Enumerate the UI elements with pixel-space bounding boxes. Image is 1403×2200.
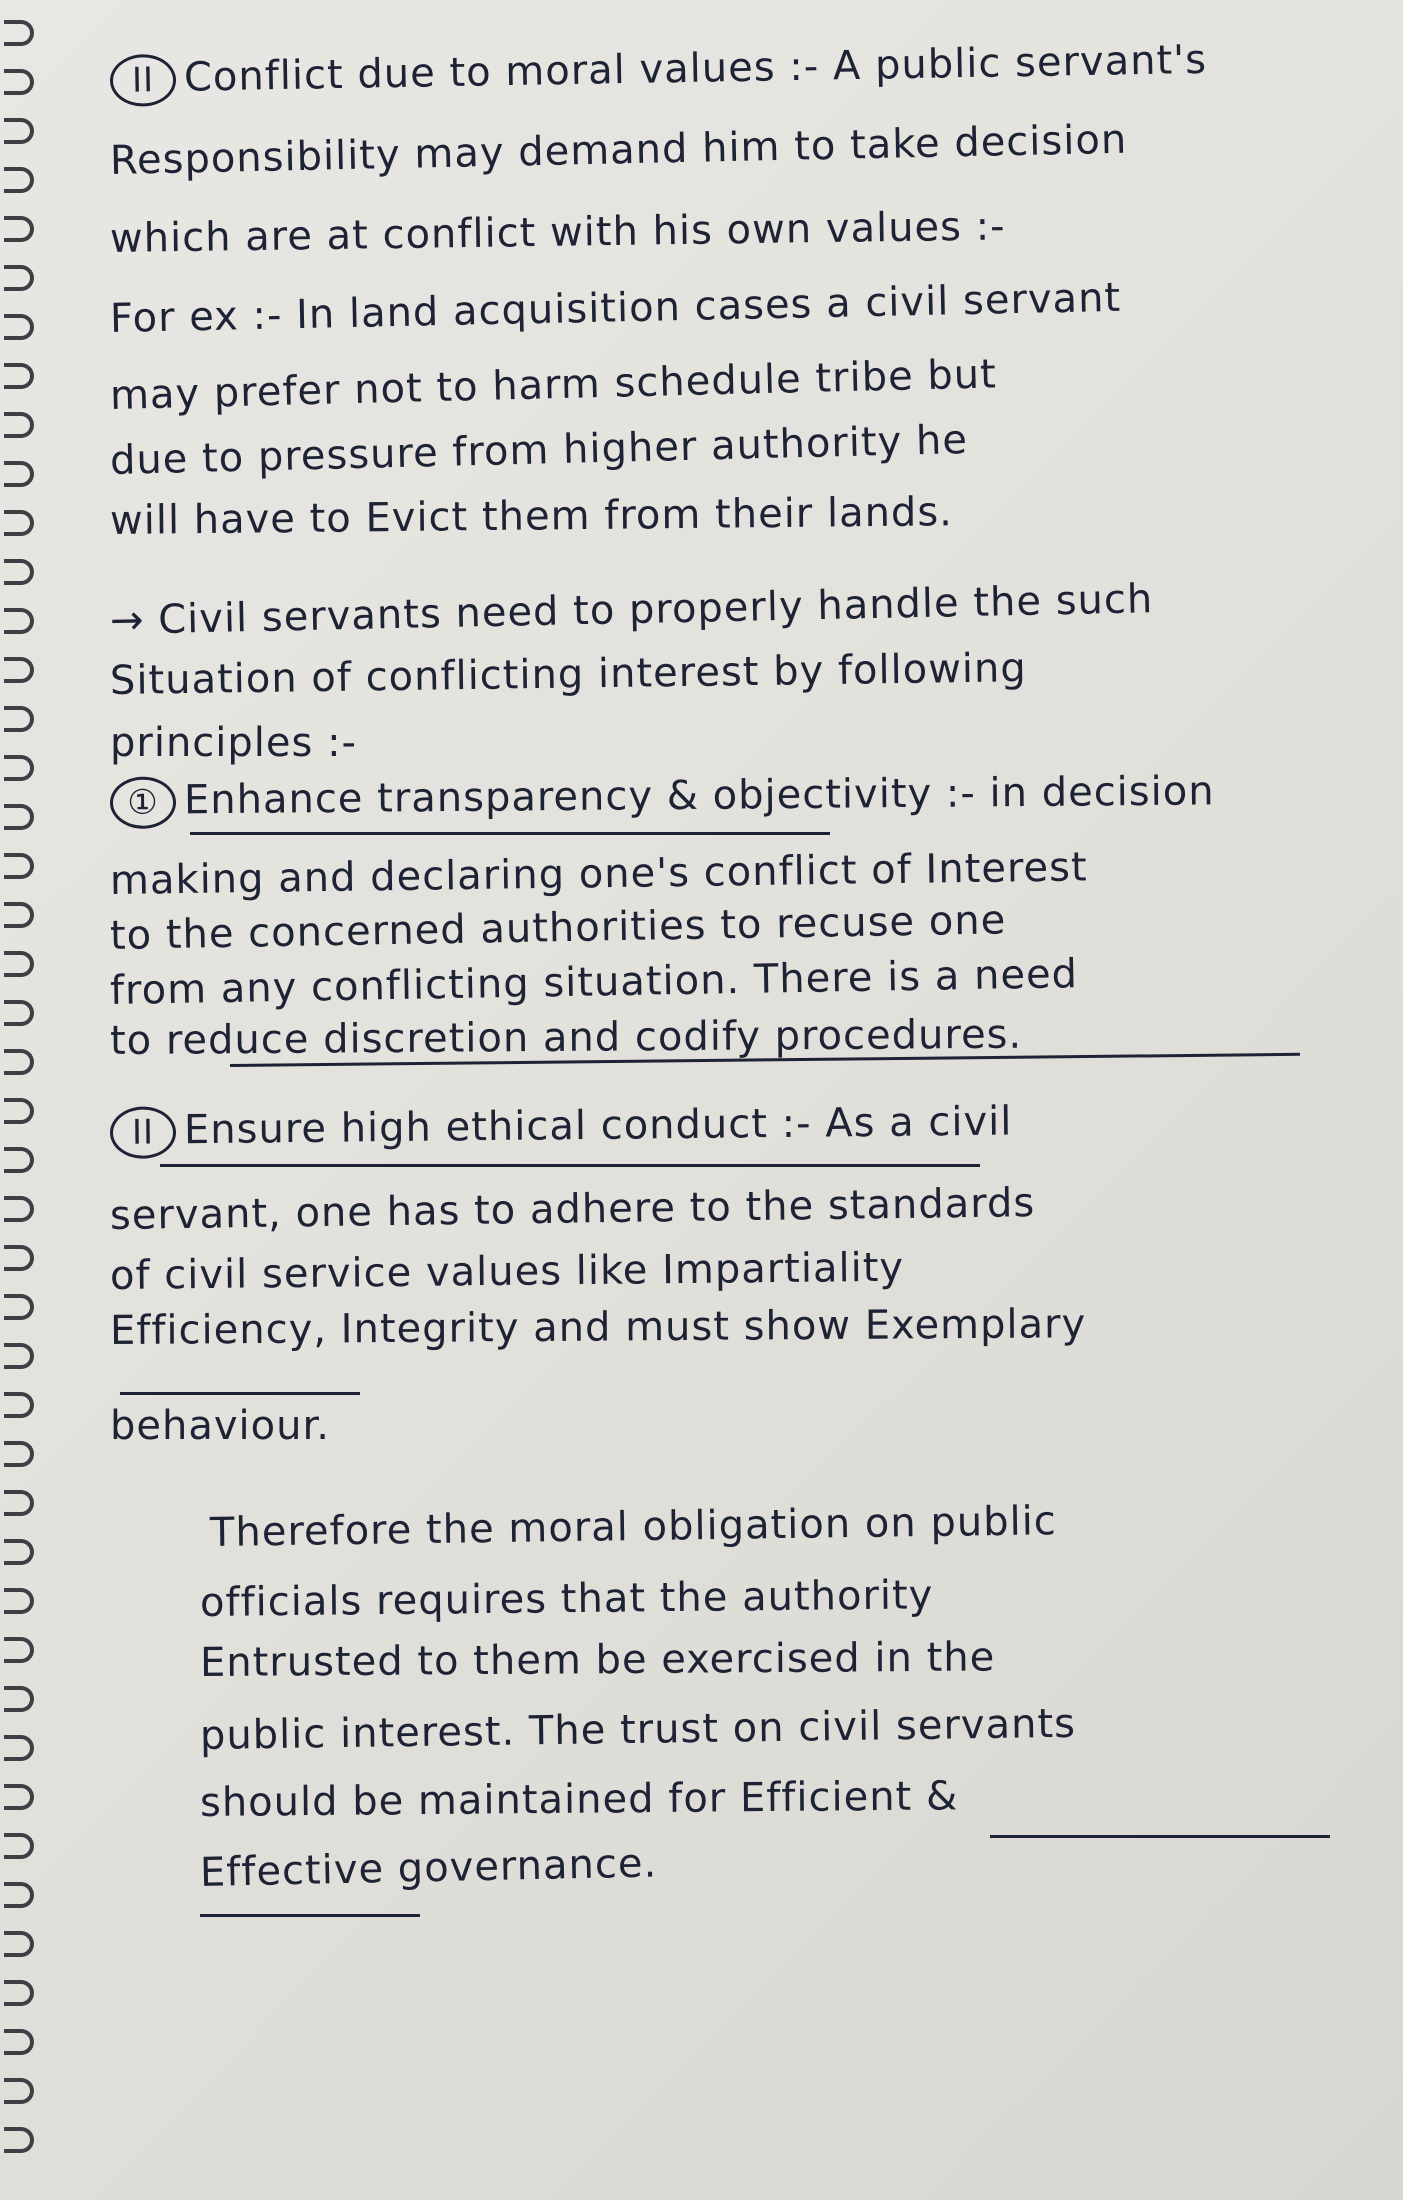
point-marker: ① bbox=[110, 776, 176, 829]
spiral-ring bbox=[4, 1294, 34, 1320]
text-line: behaviour. bbox=[110, 1403, 330, 1449]
spiral-ring bbox=[4, 1980, 34, 2006]
spiral-ring bbox=[4, 559, 34, 585]
text-line: ① Enhance transparency & objectivity :- in decision bbox=[110, 759, 1370, 832]
spiral-ring bbox=[4, 2078, 34, 2104]
spiral-ring bbox=[4, 1686, 34, 1712]
text-line: of civil service values like Impartiality bbox=[109, 1244, 905, 1299]
text-line: may prefer not to harm schedule tribe but bbox=[109, 351, 998, 419]
text-line: to reduce discretion and codify procedures. bbox=[109, 1011, 1023, 1064]
spiral-ring bbox=[4, 657, 34, 683]
text-line: Efficiency, Integrity and must show Exemplary bbox=[109, 1301, 1087, 1354]
spiral-ring bbox=[4, 1196, 34, 1222]
spiral-ring bbox=[4, 1931, 34, 1957]
spiral-ring bbox=[4, 804, 34, 830]
spiral-ring bbox=[4, 265, 34, 291]
text-line: Situation of conflicting interest by following bbox=[109, 645, 1028, 704]
spiral-ring bbox=[4, 20, 34, 46]
spiral-ring bbox=[4, 608, 34, 634]
spiral-ring bbox=[4, 951, 34, 977]
underline bbox=[190, 832, 830, 835]
spiral-ring bbox=[4, 461, 34, 487]
spiral-ring bbox=[4, 1588, 34, 1614]
text-line: II Conflict due to moral values :- A public servant's bbox=[109, 26, 1370, 110]
spiral-ring bbox=[4, 167, 34, 193]
point-marker: II bbox=[110, 54, 177, 107]
text-line: principles :- bbox=[110, 720, 357, 766]
spiral-ring bbox=[4, 1882, 34, 1908]
spiral-ring bbox=[4, 2127, 34, 2153]
spiral-ring bbox=[4, 69, 34, 95]
spiral-ring bbox=[4, 1637, 34, 1663]
spiral-ring bbox=[4, 1539, 34, 1565]
text-line: to the concerned authorities to recuse one bbox=[109, 897, 1007, 959]
text-line: officials requires that the authority bbox=[199, 1572, 934, 1626]
text-line: Entrusted to them be exercised in the bbox=[199, 1634, 996, 1686]
text-line: which are at conflict with his own values :- bbox=[109, 203, 1006, 262]
text-line: II Ensure high ethical conduct :- As a civil bbox=[110, 1087, 1371, 1162]
spiral-ring bbox=[4, 216, 34, 242]
spiral-ring bbox=[4, 1343, 34, 1369]
text-line: Therefore the moral obligation on public bbox=[209, 1498, 1058, 1556]
point-marker: II bbox=[110, 1106, 177, 1159]
text-line: due to pressure from higher authority he bbox=[109, 417, 969, 484]
spiral-ring bbox=[4, 2029, 34, 2055]
underline bbox=[200, 1914, 420, 1917]
spiral-ring bbox=[4, 1490, 34, 1516]
text-line: → Civil servants need to properly handle the such bbox=[109, 576, 1154, 644]
spiral-ring bbox=[4, 1735, 34, 1761]
spiral-ring bbox=[4, 510, 34, 536]
spiral-ring bbox=[4, 1784, 34, 1810]
text-line: public interest. The trust on civil servants bbox=[199, 1700, 1077, 1759]
spiral-ring bbox=[4, 1049, 34, 1075]
spiral-ring bbox=[4, 706, 34, 732]
text-line: will have to Evict them from their lands. bbox=[109, 489, 954, 544]
spiral-ring bbox=[4, 755, 34, 781]
spiral-ring bbox=[4, 1245, 34, 1271]
text-line: Responsibility may demand him to take decision bbox=[109, 116, 1128, 184]
spiral-ring bbox=[4, 363, 34, 389]
spiral-ring bbox=[4, 1392, 34, 1418]
text-line: Effective governance. bbox=[199, 1840, 658, 1896]
spiral-ring bbox=[4, 1000, 34, 1026]
spiral-ring bbox=[4, 853, 34, 879]
text-line: should be maintained for Efficient & bbox=[199, 1773, 959, 1826]
spiral-ring bbox=[4, 1441, 34, 1467]
spiral-ring bbox=[4, 1098, 34, 1124]
spiral-binding bbox=[0, 20, 44, 2190]
text-line: servant, one has to adhere to the standards bbox=[109, 1180, 1036, 1239]
underline bbox=[160, 1164, 980, 1167]
spiral-ring bbox=[4, 412, 34, 438]
text-line: from any conflicting situation. There is a need bbox=[109, 951, 1079, 1014]
text-line: For ex :- In land acquisition cases a civil servant bbox=[109, 274, 1122, 342]
spiral-ring bbox=[4, 1147, 34, 1173]
spiral-ring bbox=[4, 118, 34, 144]
spiral-ring bbox=[4, 1833, 34, 1859]
spiral-ring bbox=[4, 902, 34, 928]
spiral-ring bbox=[4, 314, 34, 340]
text-line: making and declaring one's conflict of Interest bbox=[109, 844, 1088, 904]
